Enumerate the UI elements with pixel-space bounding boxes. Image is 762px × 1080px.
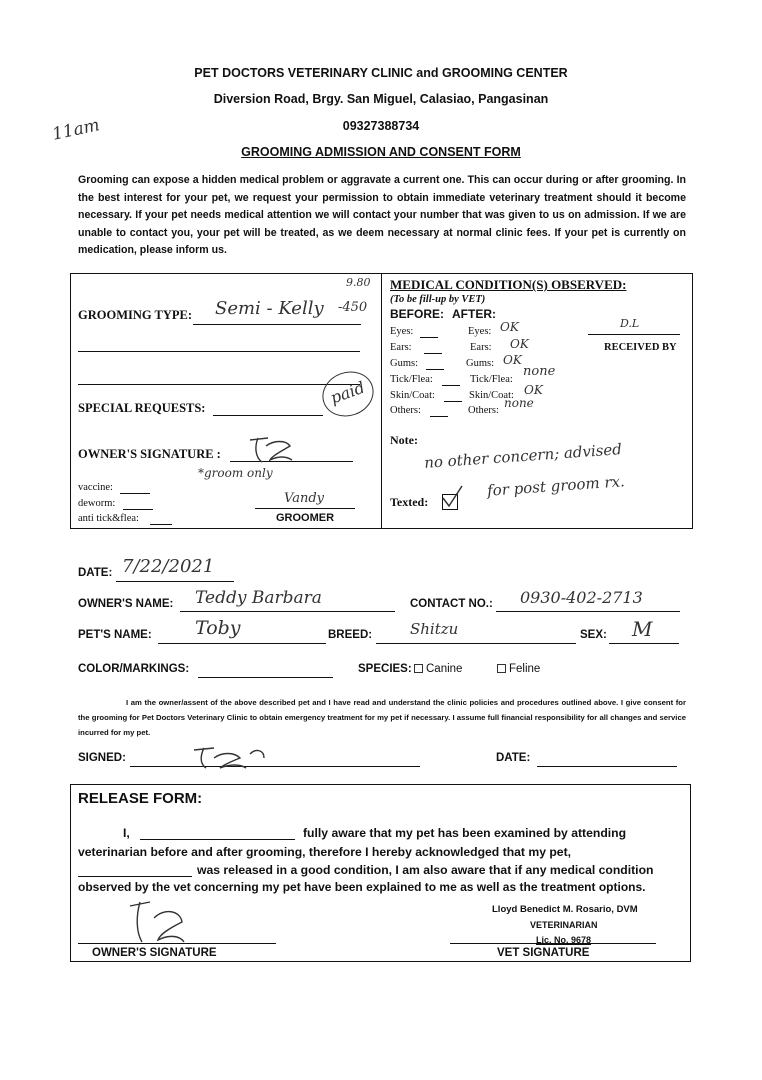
note-line-2[interactable]: for post groom rx. xyxy=(486,472,626,500)
vet-license: Lic. No. 9678 xyxy=(536,935,592,945)
handwritten-time: 11am xyxy=(50,115,102,145)
release-vet-signature-label: VET SIGNATURE xyxy=(497,947,590,959)
note-line-1[interactable]: no other concern; advised xyxy=(423,440,623,472)
release-line2: veterinarian before and after grooming, therefore I hereby acknowledged that my pet, xyxy=(78,845,572,859)
after-item-value[interactable]: OK xyxy=(500,320,519,334)
price-value: -450 xyxy=(338,300,368,315)
before-item: Tick/Flea: xyxy=(390,374,433,385)
release-line1-end: fully aware that my pet has been examined by attending xyxy=(303,826,627,840)
received-by-label: RECEIVED BY xyxy=(604,342,677,353)
date-label: DATE: xyxy=(78,567,113,579)
signed-label: SIGNED: xyxy=(78,752,126,764)
note-label: Note: xyxy=(390,433,418,447)
release-owner-signature-label: OWNER'S SIGNATURE xyxy=(92,947,217,959)
canine-checkbox[interactable] xyxy=(414,664,423,673)
consent-paragraph: I am the owner/assent of the above described pet and I have read and understand the clinic policies and procedures outlined above. I give consent for the grooming for Pet Doctors Veterinary Clinic to obtain emergency treatment for my pet if necessary. I assume full financial responsibility for all changes and service incurred for my pet. xyxy=(78,698,686,737)
release-owner-signature-mark xyxy=(120,898,190,948)
breed-label: BREED: xyxy=(328,629,373,641)
before-label: BEFORE: xyxy=(390,307,444,321)
clinic-address: Diversion Road, Brgy. San Miguel, Calasiao, Pangasinan xyxy=(213,92,549,106)
texted-label: Texted: xyxy=(390,495,429,509)
breed-value[interactable]: Shitzu xyxy=(410,620,459,638)
groom-only-note: *groom only xyxy=(198,466,273,480)
species-canine-option[interactable] xyxy=(414,663,462,675)
received-initials: D.L xyxy=(620,317,640,330)
clinic-name: PET DOCTORS VETERINARY CLINIC and GROOMING CENTER xyxy=(194,66,568,80)
signed-date-label: DATE: xyxy=(496,752,531,764)
groomer-label: GROOMER xyxy=(276,512,335,524)
after-item-label: Others: xyxy=(468,405,499,416)
pet-name-label: PET'S NAME: xyxy=(78,629,152,641)
canine-label: Canine xyxy=(426,663,463,675)
color-markings-label: COLOR/MARKINGS: xyxy=(78,663,190,675)
release-line4: observed by the vet concerning my pet have been explained to me as well as the treatment options. xyxy=(78,880,646,894)
species-label: SPECIES: xyxy=(358,663,412,675)
species-feline-option[interactable] xyxy=(497,663,540,675)
grooming-type-value[interactable]: Semi - Kelly xyxy=(215,298,324,319)
after-item-value[interactable]: OK xyxy=(503,353,522,367)
grooming-type-label: GROOMING TYPE: xyxy=(78,308,193,322)
pet-name-value[interactable]: Toby xyxy=(195,617,241,639)
vet-title: VETERINARIAN xyxy=(530,920,598,930)
before-item: Ears: xyxy=(390,342,412,353)
after-item-value[interactable]: none xyxy=(523,364,556,379)
after-item-value[interactable]: OK xyxy=(524,383,543,397)
after-item-label: Eyes: xyxy=(468,326,492,337)
owner-name-label: OWNER'S NAME: xyxy=(78,598,174,610)
release-title: RELEASE FORM: xyxy=(78,790,203,807)
deworm-label: deworm: xyxy=(78,498,116,509)
date-value[interactable]: 7/22/2021 xyxy=(122,556,215,577)
before-item: Skin/Coat: xyxy=(390,390,435,401)
after-item-value[interactable]: none xyxy=(504,396,534,410)
after-item-label: Ears: xyxy=(470,342,492,353)
sex-label: SEX: xyxy=(580,629,607,641)
after-item-label: Tick/Flea: xyxy=(470,374,513,385)
contact-value[interactable]: 0930-402-2713 xyxy=(520,588,643,607)
before-item: Eyes: xyxy=(390,326,414,337)
vaccine-label: vaccine: xyxy=(78,482,113,493)
release-line1-start: I, xyxy=(123,826,130,840)
paid-note: paid xyxy=(316,364,380,423)
after-item-value[interactable]: OK xyxy=(510,337,529,351)
release-line3-end: was released in a good condition, I am also aware that if any medical condition xyxy=(197,863,654,877)
groomer-name: Vandy xyxy=(284,491,324,506)
owner-name-value[interactable]: Teddy Barbara xyxy=(195,588,322,608)
medical-subtitle: (To be fill-up by VET) xyxy=(390,294,486,305)
vet-name: Lloyd Benedict M. Rosario, DVM xyxy=(492,904,638,915)
anti-tick-label: anti tick&flea: xyxy=(78,513,139,524)
clinic-phone: 09327388734 xyxy=(342,119,420,133)
special-requests-label: SPECIAL REQUESTS: xyxy=(78,401,206,415)
signed-signature-mark xyxy=(190,744,270,772)
before-item: Gums: xyxy=(390,358,419,369)
before-item: Others: xyxy=(390,405,421,416)
after-item-label: Skin/Coat: xyxy=(469,390,514,401)
contact-label: CONTACT NO.: xyxy=(410,598,493,610)
after-label: AFTER: xyxy=(452,307,496,321)
price-top: 9.80 xyxy=(346,276,371,289)
intro-paragraph: Grooming can expose a hidden medical problem or aggravate a current one. This can occur during or after grooming. In the best interest for your pet, we request your permission to obtain immediate veterinary treatment should it become necessary. If your pet needs medical attention we will contact your number that was given to us on admission. If we are unable to contact you, your pet will be treated, as we deem necessary at normal clinic fees. If your pet is currently on medication, please inform us. xyxy=(78,174,686,257)
feline-label: Feline xyxy=(509,663,541,675)
owner-signature-label: OWNER'S SIGNATURE : xyxy=(78,447,221,461)
sex-value[interactable]: M xyxy=(632,617,653,641)
after-item-label: Gums: xyxy=(466,358,495,369)
checkmark-icon xyxy=(440,484,464,510)
form-title: GROOMING ADMISSION AND CONSENT FORM xyxy=(241,145,521,159)
medical-title: MEDICAL CONDITION(S) OBSERVED: xyxy=(390,277,627,292)
feline-checkbox[interactable] xyxy=(497,664,506,673)
owner-signature-mark xyxy=(246,434,296,466)
